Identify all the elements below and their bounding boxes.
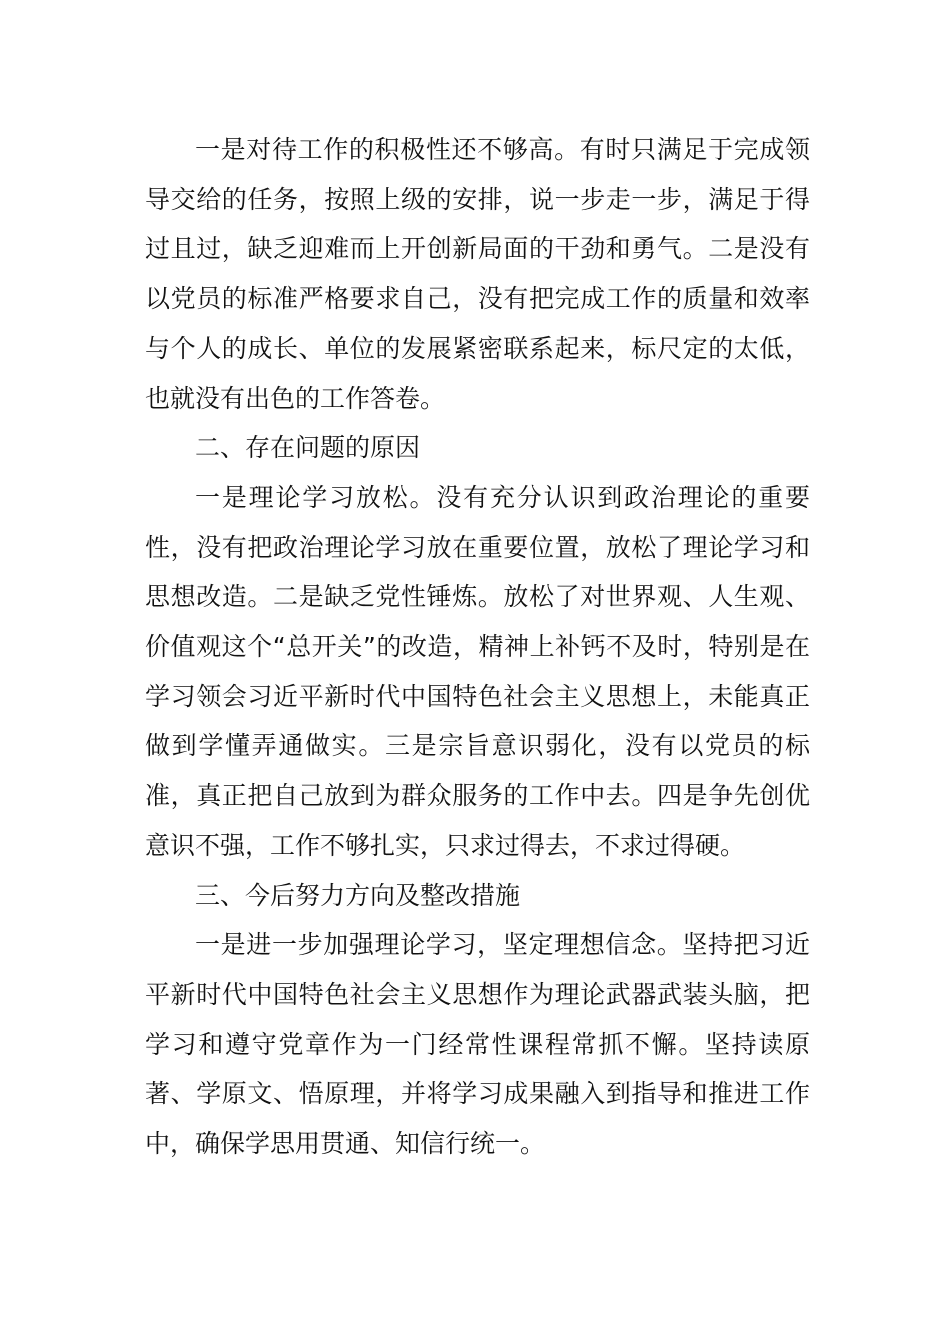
paragraph-problems-detail: 一是对待工作的积极性还不够高。有时只满足于完成领导交给的任务，按照上级的安排，说一步走一步，满足于得过且过，缺乏迎难而上开创新局面的干劲和勇气。二是没有以党员的标准严格要求自己，没有把完成工作的质量和效率与个人的成长、单位的发展紧密联系起来，标尺定的太低，也就没有出色的工作答卷。	[145, 135, 810, 413]
section-heading-causes: 二、存在问题的原因	[195, 433, 421, 463]
document-body	[145, 125, 810, 1169]
paragraph-causes: 一是理论学习放松。没有充分认识到政治理论的重要性，没有把政治理论学习放在重要位置，放松了理论学习和思想改造。二是缺乏党性锤炼。放松了对世界观、人生观、价值观这个“总开关”的改造，精神上补钙不及时，特别是在学习领会习近平新时代中国特色社会主义思想上，未能真正做到学懂弄通做实。三是宗旨意识弱化，没有以党员的标准，真正把自己放到为群众服务的工作中去。四是争先创优意识不强，工作不够扎实，只求过得去，不求过得硬。	[145, 482, 810, 860]
section-heading-rectification: 三、今后努力方向及整改措施	[195, 880, 521, 910]
paragraph-rectification: 一是进一步加强理论学习，坚定理想信念。坚持把习近平新时代中国特色社会主义思想作为理论武器武装头脑，把学习和遵守党章作为一门经常性课程常抓不懈。坚持读原著、学原文、悟原理，并将学习成果融入到指导和推进工作中，确保学思用贯通、知信行统一。	[145, 930, 810, 1159]
